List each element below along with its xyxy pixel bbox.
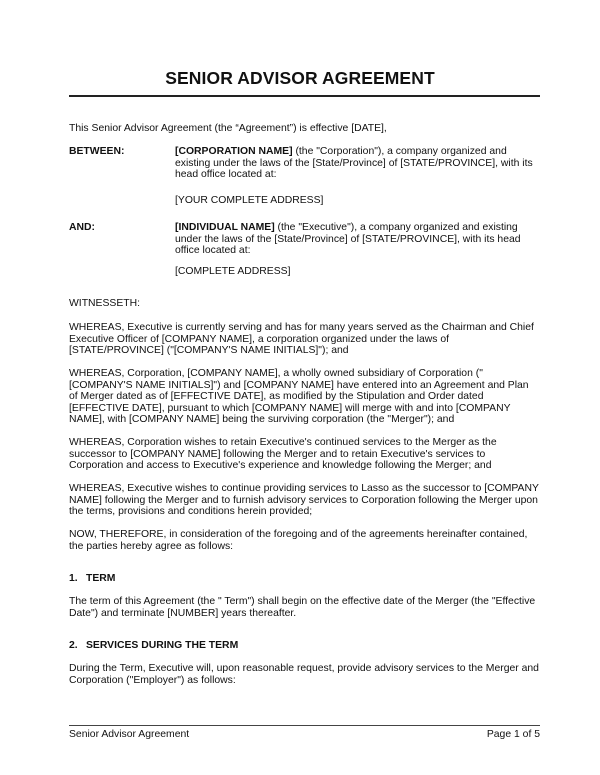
footer-document-name: Senior Advisor Agreement — [69, 729, 190, 740]
recital-paragraph: WHEREAS, Corporation, [COMPANY NAME], a wholly owned subsidiary of Corporation ("[COMPANY'S NAME INITIALS]") and [COMPANY NAME] have entered into an Agreement and Plan of Merger dated as of [EFFECTIVE DATE], as modified by the Stipulation and Order dated [EFFECTIVE DATE], pursuant to which [COMPANY NAME] will merge with and into [COMPANY NAME], with [COMPANY NAME] being the surviving corporation (the "Merger"); and — [69, 368, 529, 426]
section-title: TERM — [86, 573, 116, 584]
individual-description: (the "Executive"), a company organized and existing under the laws of the [State/Province] of [STATE/PROVINCE], with its head office located at: — [175, 222, 521, 257]
recital-paragraph: WHEREAS, Corporation wishes to retain Executive's continued services to the Merger as the successor to [COMPANY NAME] following the Merger and to retain Executive's services to Corporation and access to Executive's experience and knowledge following the Merger; and — [69, 437, 497, 472]
corporation-name: [CORPORATION NAME] — [175, 146, 293, 157]
section-heading-services — [69, 640, 238, 651]
recital-paragraph: WHEREAS, Executive wishes to continue providing services to Lasso as the successor to [COMPANY NAME] following the Merger and to furnish advisory services to Corporation following the Merger upon the terms, provisions and conditions herein provided; — [69, 483, 539, 518]
footer-divider — [69, 725, 540, 726]
section-number: 2. — [69, 640, 78, 651]
title-divider — [69, 95, 540, 97]
recital-paragraph: WHEREAS, Executive is currently serving and has for many years served as the Chairman and Chief Executive Officer of [COMPANY NAME], a corporation organized under the laws of [STATE/PROVINCE] ("[COMPANY'S NAME INITIALS]"); and — [69, 322, 534, 357]
section-number: 1. — [69, 573, 78, 584]
section-heading-term — [69, 573, 115, 584]
party-label-and: AND: — [69, 222, 95, 233]
party-label-between: BETWEEN: — [69, 146, 125, 157]
corporation-address: [YOUR COMPLETE ADDRESS] — [175, 195, 324, 206]
section-title: SERVICES DURING THE TERM — [86, 640, 239, 651]
section-body-services: During the Term, Executive will, upon reasonable request, provide advisory services to the Merger and Corporation ("Employer") as follows: — [69, 663, 539, 686]
intro-paragraph: This Senior Advisor Agreement (the “Agreement”) is effective [DATE], — [69, 123, 387, 134]
corporation-description: (the "Corporation"), a company organized and existing under the laws of the [State/Province] of [STATE/PROVINCE], with its head office located at: — [175, 146, 533, 181]
now-therefore-paragraph: NOW, THEREFORE, in consideration of the foregoing and of the agreements hereinafter contained, the parties hereby agree as follows: — [69, 529, 528, 552]
witnesseth-heading: WITNESSETH: — [69, 298, 141, 309]
document-title: SENIOR ADVISOR AGREEMENT — [165, 68, 435, 88]
section-body-term: The term of this Agreement (the " Term") shall begin on the effective date of the Merger (the "Effective Date") and terminate [NUMBER] years thereafter. — [69, 596, 536, 619]
party-executive — [175, 222, 540, 257]
party-corporation — [175, 146, 540, 181]
individual-address: [COMPLETE ADDRESS] — [175, 266, 291, 277]
individual-name: [INDIVIDUAL NAME] — [175, 222, 275, 233]
footer-page-number: Page 1 of 5 — [486, 729, 540, 740]
